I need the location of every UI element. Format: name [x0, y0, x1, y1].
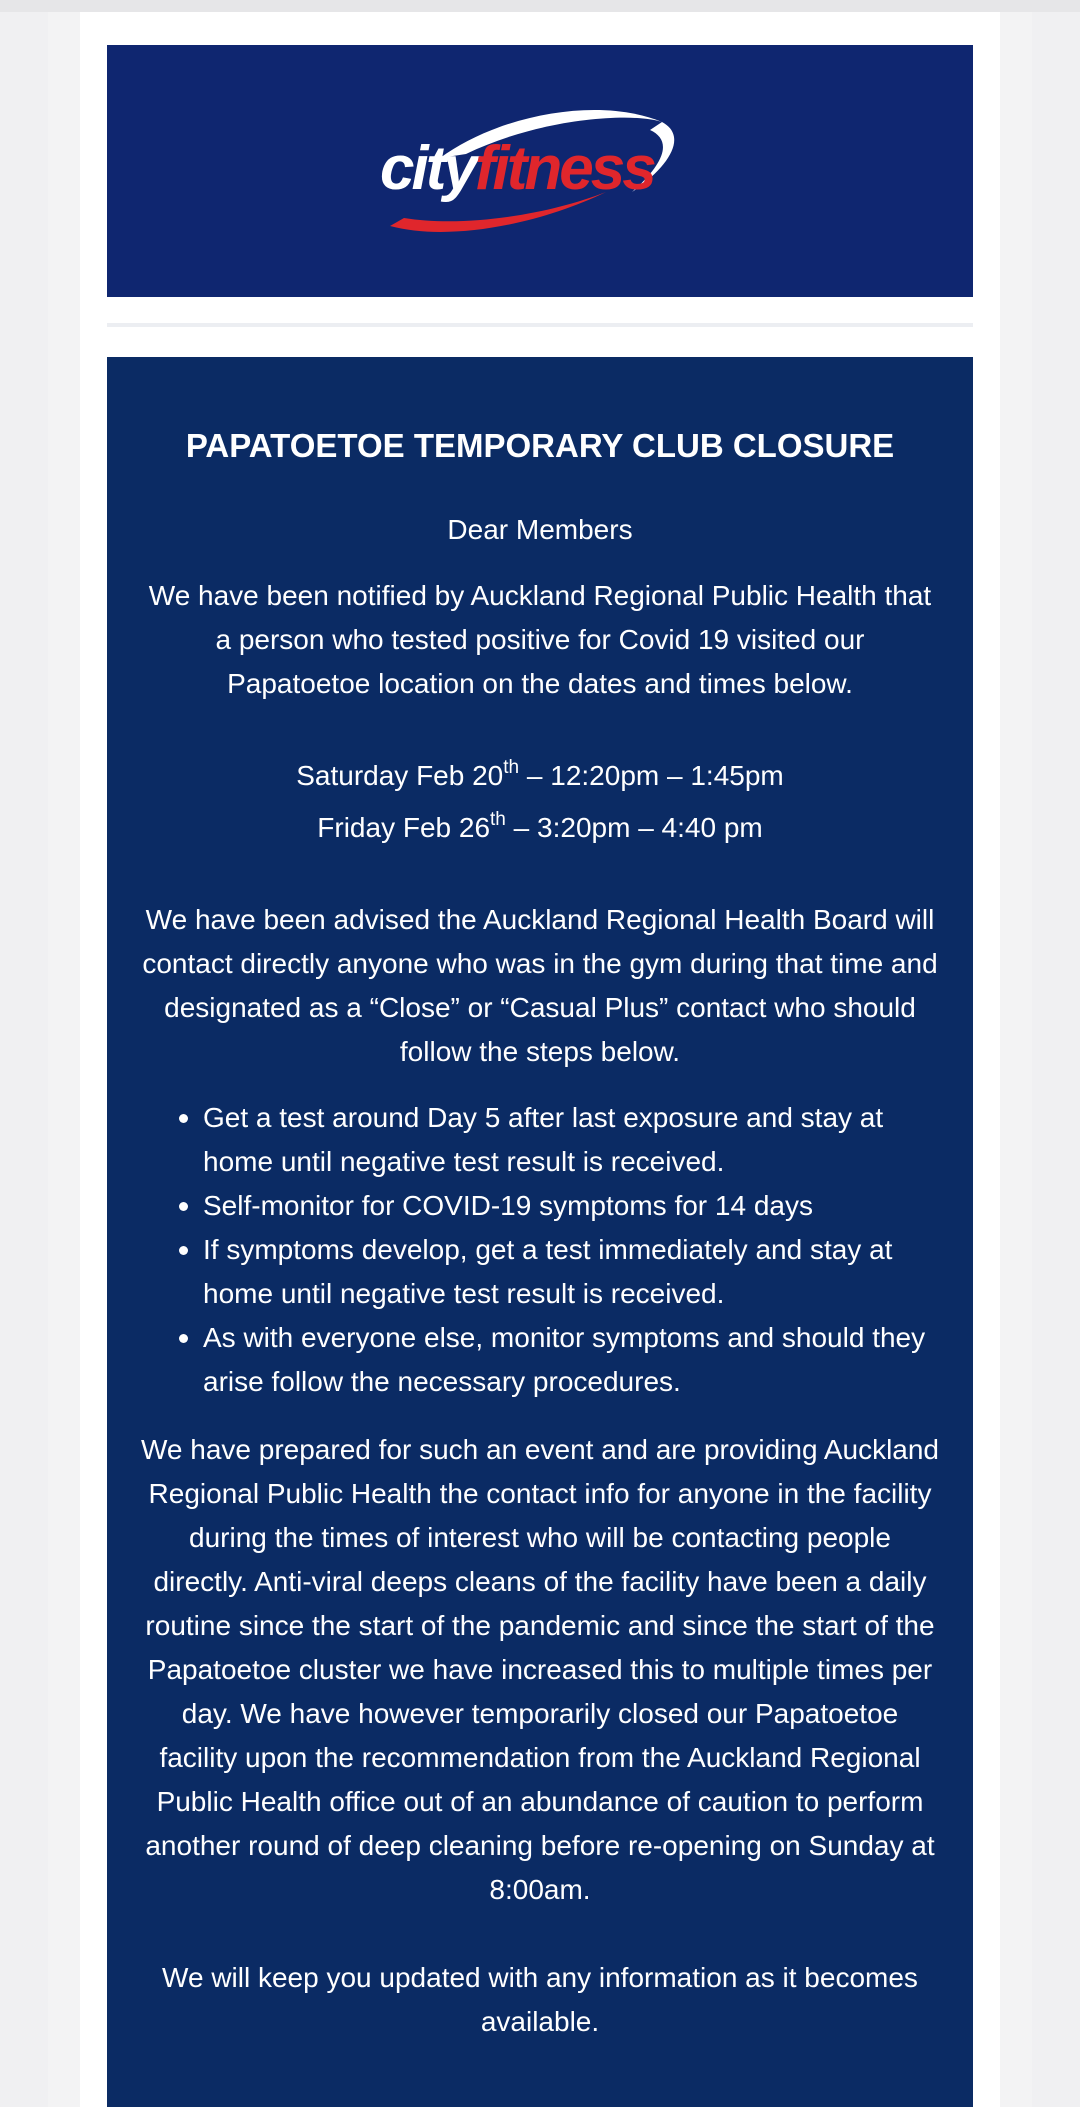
logo-fitness-text: fitness: [474, 134, 654, 203]
step-text: Get a test around Day 5 after last exposure and stay at home until negative test result is received.: [203, 1102, 884, 1177]
list-item: [173, 1184, 939, 1228]
list-item: [173, 1228, 939, 1316]
preparation-paragraph: We have prepared for such an event and are providing Auckland Regional Public Health the contact info for anyone in the facility during the times of interest who will be contacting people directly. Anti-viral deeps cleans of the facility have been a daily routine since the start of the pandemic and since the start of the Papatoetoe cluster we have increased this to multiple times per day. We have however temporarily closed our Papatoetoe facility upon the recommendation from the Auckland Regional Public Health office out of an abundance of caution to perform another round of deep cleaning before re-opening on Sunday at 8:00am.: [141, 1434, 939, 1905]
section-separator: [107, 323, 973, 327]
logo-city-text: city: [380, 134, 475, 203]
step-text: As with everyone else, monitor symptoms and should they arise follow the necessary procedures.: [203, 1322, 926, 1397]
date-suffix: th: [503, 756, 520, 778]
exposure-dates: [141, 750, 939, 854]
bullet-icon: [179, 1202, 188, 1211]
advice-paragraph: We have been advised the Auckland Regional Health Board will contact directly anyone who was in the gym during that time and designated as a “Close” or “Casual Plus” contact who should follow the steps below.: [142, 904, 938, 1067]
exposure-time: – 3:20pm – 4:40 pm: [505, 812, 763, 843]
bullet-icon: [179, 1334, 188, 1343]
notice-title: PAPATOETOE TEMPORARY CLUB CLOSURE: [185, 427, 895, 464]
cityfitness-logo[interactable]: [370, 96, 710, 246]
right-gutter: [1000, 12, 1032, 2107]
list-item: [173, 1096, 939, 1184]
bullet-icon: [179, 1246, 188, 1255]
exposure-day: Friday Feb 26: [317, 812, 491, 843]
steps-list: [141, 1096, 939, 1404]
header-banner: [107, 45, 973, 297]
exposure-day: Saturday Feb 20: [296, 760, 504, 791]
intro-paragraph: We have been notified by Auckland Regional Public Health that a person who tested positive for Covid 19 visited our Papatoetoe location on the dates and times below.: [148, 580, 932, 699]
top-strip: [0, 0, 1080, 12]
list-item: [173, 1316, 939, 1404]
exposure-date-row: [141, 802, 939, 854]
date-suffix: th: [490, 808, 506, 830]
logo-wordmark: [380, 134, 710, 203]
bullet-icon: [179, 1114, 188, 1123]
step-text: Self-monitor for COVID-19 symptoms for 14 days: [203, 1190, 813, 1221]
greeting: Dear Members: [447, 514, 633, 545]
closing-paragraph: We will keep you updated with any information as it becomes available.: [162, 1962, 918, 2037]
exposure-time: – 12:20pm – 1:45pm: [519, 760, 784, 791]
step-text: If symptoms develop, get a test immediately and stay at home until negative test result is received.: [203, 1234, 893, 1309]
exposure-date-row: [141, 750, 939, 802]
left-gutter: [48, 12, 80, 2107]
closure-notice: [107, 357, 973, 2107]
